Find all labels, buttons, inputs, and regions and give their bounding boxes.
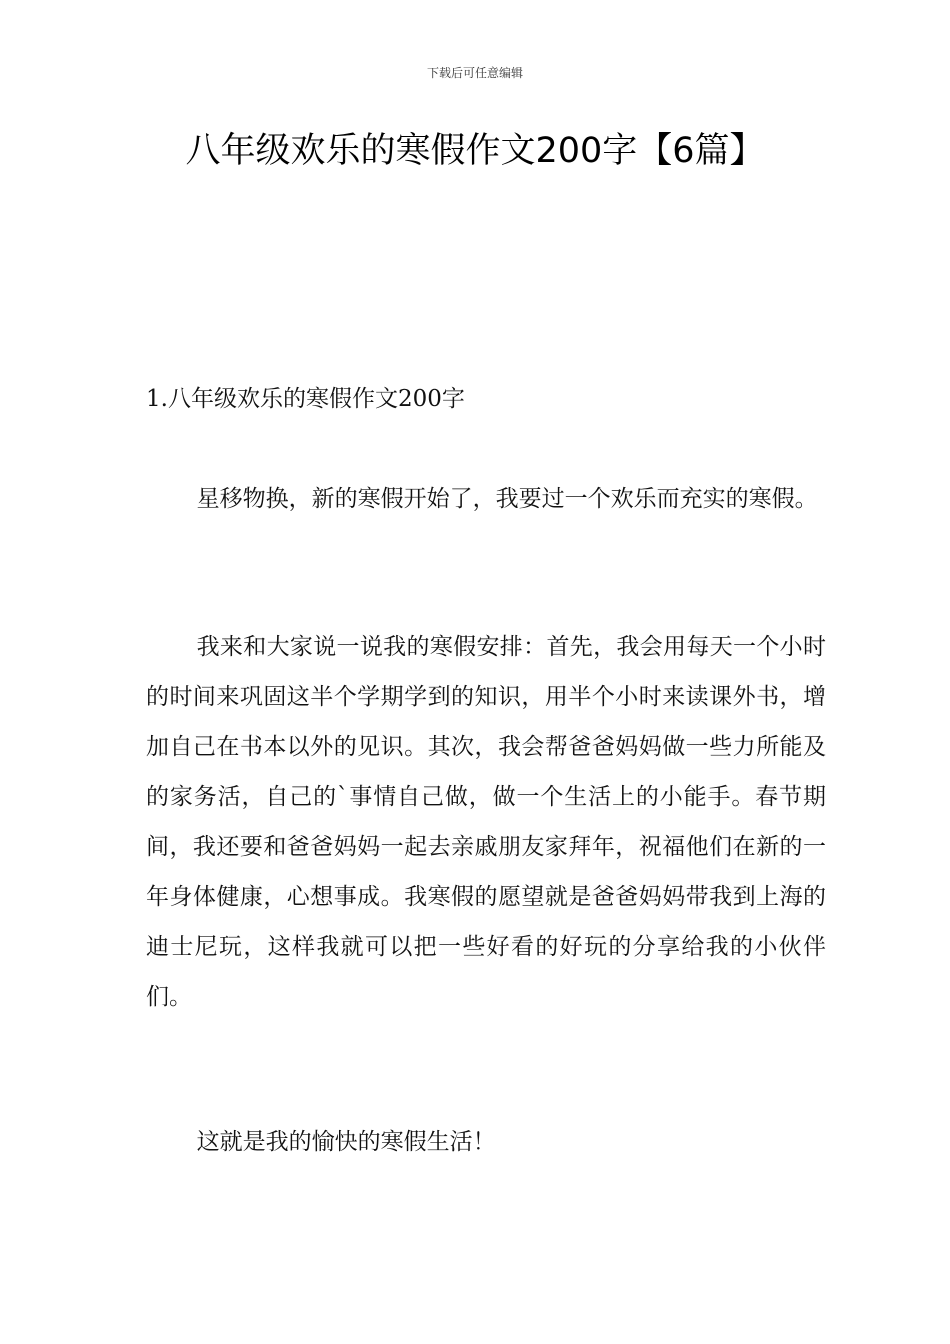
section-heading: 1.八年级欢乐的寒假作文200字: [146, 386, 465, 412]
paragraph-intro: 星移物换，新的寒假开始了，我要过一个欢乐而充实的寒假。: [196, 486, 818, 512]
paragraph-conclusion: 这就是我的愉快的寒假生活！: [196, 1129, 496, 1155]
page-header-note: 下载后可任意编辑: [426, 66, 523, 80]
paragraph-plan: 我来和大家说一说我的寒假安排：首先，我会用每天一个小时的时间来巩固这半个学期学到的知识，用半个小时来读课外书，增加自己在书本以外的见识。其次，我会帮爸爸妈妈做一些力所能及的家务活，自己的`事情自己做，做一个生活上的小能手。春节期间，我还要和爸爸妈妈一起去亲戚朋友家拜年，祝福他们在新的一年身体健康，心想事成。我寒假的愿望就是爸爸妈妈带我到上海的迪士尼玩，这样我就可以把一些好看的好玩的分享给我的小伙伴们。: [146, 634, 826, 1010]
document-title: 八年级欢乐的寒假作文200字【6篇】: [185, 131, 765, 171]
